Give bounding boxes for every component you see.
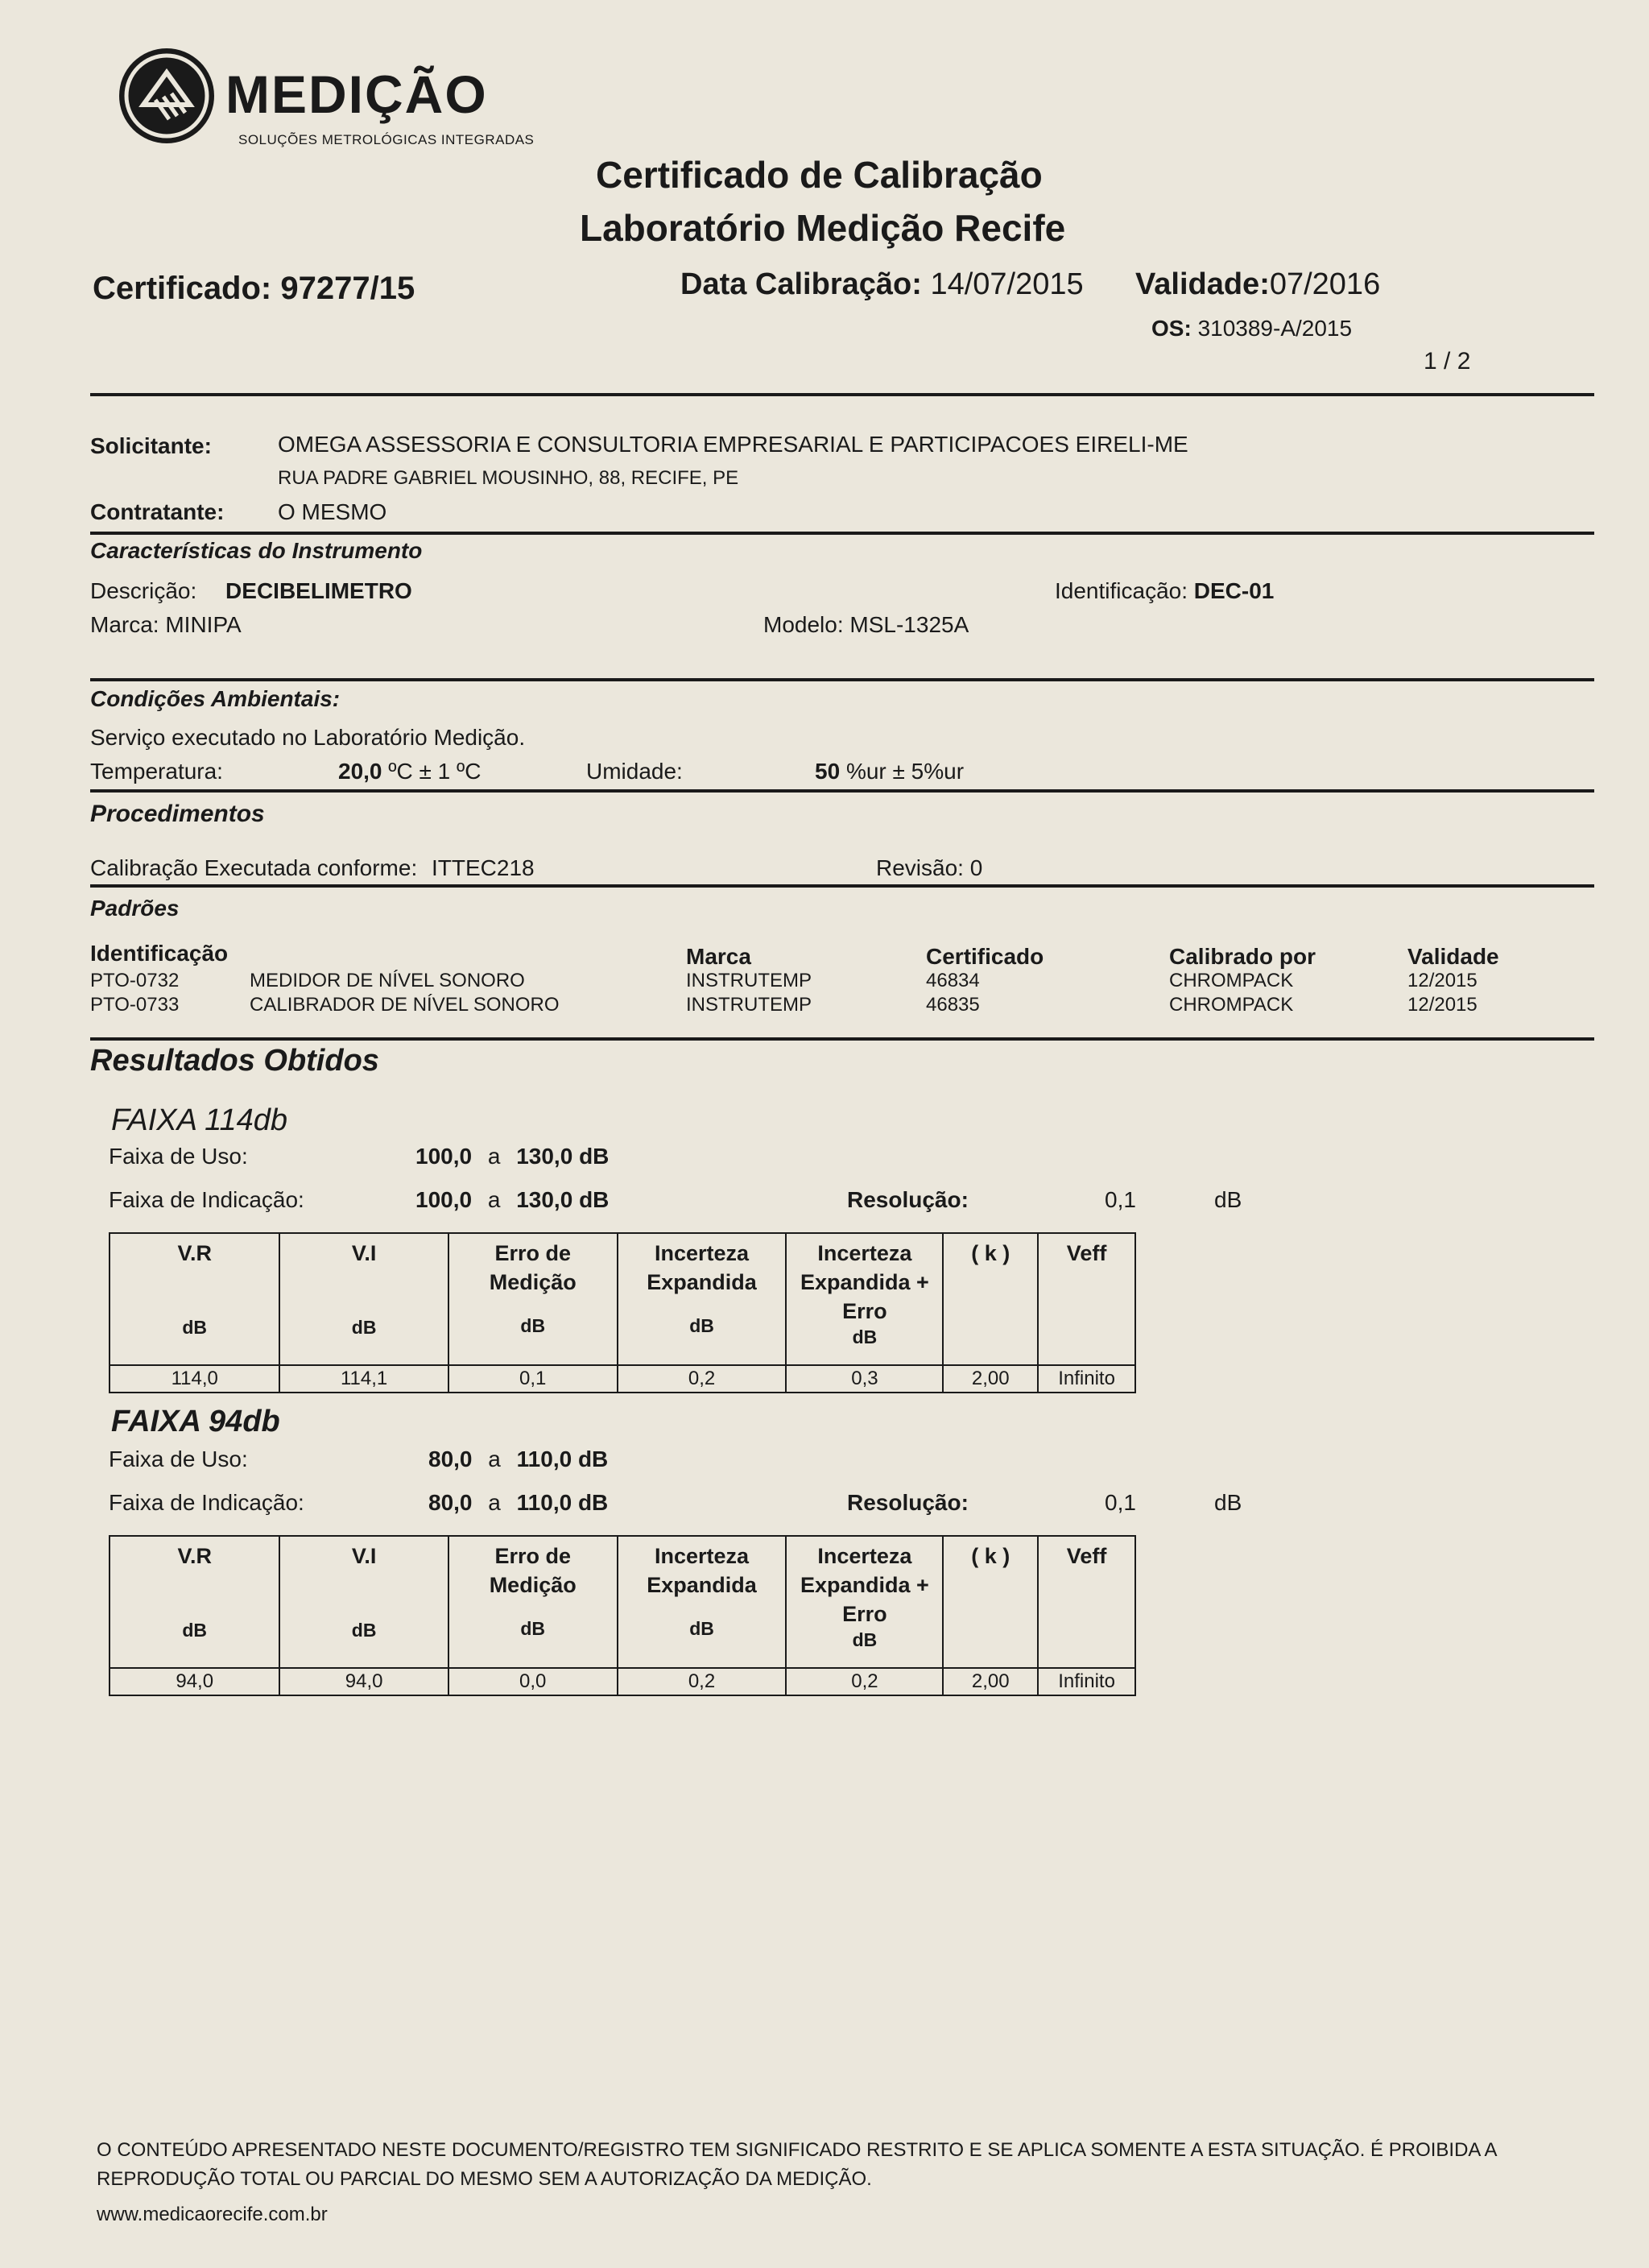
divider xyxy=(90,789,1594,793)
col-uncertainty: Incerteza Expandida dB xyxy=(618,1233,787,1365)
use-range-to: 130,0 dB xyxy=(516,1144,610,1169)
standards-header-identification: Identificação xyxy=(90,941,229,966)
certificate-label: Certificado: xyxy=(93,271,272,306)
standard-certificate: 46835 xyxy=(926,994,980,1016)
standards-header-validity: Validade xyxy=(1407,944,1499,969)
results-table xyxy=(109,1232,1136,1393)
page-number: 1 / 2 xyxy=(1424,348,1471,375)
logo-emblem-icon xyxy=(119,48,214,143)
cell-uncertainty-plus-error: 0,2 xyxy=(786,1668,943,1695)
range-separator: a xyxy=(488,1490,501,1515)
standards-section-title: Padrões xyxy=(90,896,180,921)
standards-header-calibrated-by: Calibrado por xyxy=(1169,944,1316,969)
use-range-label: Faixa de Uso: xyxy=(109,1144,248,1169)
disclaimer-line: O CONTEÚDO APRESENTADO NESTE DOCUMENTO/REGISTRO TEM SIGNIFICADO RESTRITO E SE APLICA SOMENTE A ESTA SITUAÇÃO. É PROIBIDA A xyxy=(97,2139,1498,2161)
use-range-label: Faixa de Uso: xyxy=(109,1446,248,1471)
standards-header-certificate: Certificado xyxy=(926,944,1044,969)
standard-validity: 12/2015 xyxy=(1407,994,1477,1016)
procedure-revision xyxy=(876,855,982,881)
environment-section-title: Condições Ambientais: xyxy=(90,686,341,711)
procedures-section-title: Procedimentos xyxy=(90,801,265,827)
resolution-label: Resolução: xyxy=(847,1490,969,1515)
disclaimer-line: REPRODUÇÃO TOTAL OU PARCIAL DO MESMO SEM A AUTORIZAÇÃO DA MEDIÇÃO. xyxy=(97,2168,872,2190)
cell-vr: 114,0 xyxy=(110,1365,279,1393)
standard-description: MEDIDOR DE NÍVEL SONORO xyxy=(250,970,525,991)
document-title: Certificado de Calibração xyxy=(596,154,1043,196)
col-uncertainty-plus-error: Incerteza Expandida + Erro dB xyxy=(786,1536,943,1668)
range-separator: a xyxy=(488,1446,501,1471)
cell-k: 2,00 xyxy=(943,1668,1038,1695)
standard-description: CALIBRADOR DE NÍVEL SONORO xyxy=(250,994,560,1016)
model-value: MSL-1325A xyxy=(849,612,969,637)
col-k: ( k ) xyxy=(943,1233,1038,1365)
os-label: OS: xyxy=(1151,316,1192,341)
results-table-header xyxy=(110,1233,1135,1365)
use-range-to: 110,0 dB xyxy=(516,1446,609,1471)
cell-uncertainty-plus-error: 0,3 xyxy=(786,1365,943,1393)
requester-label: Solicitante: xyxy=(90,433,212,458)
instrument-model xyxy=(763,612,969,638)
use-range-value xyxy=(415,1144,609,1169)
contractor-label: Contratante: xyxy=(90,499,225,524)
col-veff: Veff xyxy=(1038,1536,1135,1668)
os-value: 310389-A/2015 xyxy=(1197,316,1353,341)
divider xyxy=(90,678,1594,681)
standard-brand: INSTRUTEMP xyxy=(686,970,812,991)
divider xyxy=(90,1037,1594,1041)
range-separator: a xyxy=(487,1144,501,1169)
brand-value: MINIPA xyxy=(165,612,242,637)
procedure-executed-value: ITTEC218 xyxy=(432,855,535,880)
divider xyxy=(90,532,1594,535)
cell-vr: 94,0 xyxy=(110,1668,279,1695)
calibration-date-label: Data Calibração: xyxy=(680,267,922,301)
table-row xyxy=(110,1365,1135,1393)
resolution-value: 0,1 xyxy=(1105,1187,1136,1212)
table-row xyxy=(110,1668,1135,1695)
revision-label: Revisão: xyxy=(876,855,964,880)
instrument-identification xyxy=(1055,578,1274,604)
service-note: Serviço executado no Laboratório Medição. xyxy=(90,725,526,750)
results-table xyxy=(109,1535,1136,1696)
humidity-label: Umidade: xyxy=(586,759,683,784)
identification-label: Identificação: xyxy=(1055,578,1188,603)
temperature-label: Temperatura: xyxy=(90,759,223,784)
divider xyxy=(90,884,1594,888)
temperature-reading xyxy=(338,759,481,784)
resolution-label: Resolução: xyxy=(847,1187,969,1212)
instrument-brand xyxy=(90,612,242,638)
description-label: Descrição: xyxy=(90,578,197,603)
resolution-value: 0,1 xyxy=(1105,1490,1136,1515)
procedure-executed xyxy=(90,855,535,881)
validity-value: 07/2016 xyxy=(1269,267,1381,301)
standard-id: PTO-0733 xyxy=(90,994,180,1016)
indication-range-from: 80,0 xyxy=(428,1490,473,1515)
cell-error: 0,1 xyxy=(448,1365,618,1393)
indication-range-value xyxy=(428,1490,608,1516)
temperature-value: 20,0 xyxy=(338,759,382,784)
certificate-number xyxy=(93,271,415,307)
col-uncertainty-plus-error: Incerteza Expandida + Erro dB xyxy=(786,1233,943,1365)
col-error: Erro de Medição dB xyxy=(448,1233,618,1365)
indication-range-label: Faixa de Indicação: xyxy=(109,1490,304,1515)
range-separator: a xyxy=(487,1187,501,1212)
identification-value: DEC-01 xyxy=(1193,578,1275,603)
range-title: FAIXA 114db xyxy=(111,1103,287,1137)
certificate-value: 97277/15 xyxy=(280,271,415,306)
temperature-unit: ºC ± 1 ºC xyxy=(388,759,481,784)
cell-k: 2,00 xyxy=(943,1365,1038,1393)
calibration-date-value: 14/07/2015 xyxy=(930,267,1084,301)
humidity-unit: %ur ± 5%ur xyxy=(845,759,965,784)
indication-range-to: 130,0 dB xyxy=(516,1187,610,1212)
revision-value: 0 xyxy=(969,855,983,880)
standards-header-brand: Marca xyxy=(686,944,751,969)
col-vi: V.I dB xyxy=(279,1536,448,1668)
instrument-description xyxy=(90,578,412,604)
divider xyxy=(90,393,1594,396)
indication-range-from: 100,0 xyxy=(415,1187,473,1212)
indication-range-to: 110,0 dB xyxy=(516,1490,609,1515)
validity-label: Validade: xyxy=(1135,267,1270,301)
brand-label: Marca: xyxy=(90,612,159,637)
procedure-executed-label: Calibração Executada conforme: xyxy=(90,855,418,880)
standard-validity: 12/2015 xyxy=(1407,970,1477,991)
website-link[interactable]: www.medicaorecife.com.br xyxy=(97,2204,328,2225)
standard-certificate: 46834 xyxy=(926,970,980,991)
brand-name: MEDIÇÃO xyxy=(225,64,488,124)
company-logo xyxy=(119,48,214,143)
humidity-reading xyxy=(815,759,964,784)
results-section-title: Resultados Obtidos xyxy=(90,1044,379,1078)
standard-brand: INSTRUTEMP xyxy=(686,994,812,1016)
col-error: Erro de Medição dB xyxy=(448,1536,618,1668)
standard-calibrated-by: CHROMPACK xyxy=(1169,970,1294,991)
indication-range-value xyxy=(415,1187,609,1213)
range-title: FAIXA 94db xyxy=(111,1405,280,1438)
results-table-header xyxy=(110,1536,1135,1668)
lab-name: Laboratório Medição Recife xyxy=(580,207,1066,249)
cell-vi: 114,1 xyxy=(279,1365,448,1393)
use-range-value xyxy=(428,1446,608,1472)
col-uncertainty: Incerteza Expandida dB xyxy=(618,1536,787,1668)
standard-id: PTO-0732 xyxy=(90,970,180,991)
validity xyxy=(1135,267,1380,302)
cell-uncertainty: 0,2 xyxy=(618,1668,787,1695)
instrument-section-title: Características do Instrumento xyxy=(90,538,423,563)
contractor-name: O MESMO xyxy=(278,499,387,524)
cell-error: 0,0 xyxy=(448,1668,618,1695)
cell-vi: 94,0 xyxy=(279,1668,448,1695)
brand-tagline: SOLUÇÕES METROLÓGICAS INTEGRADAS xyxy=(238,132,535,147)
use-range-from: 100,0 xyxy=(415,1144,473,1169)
calibration-date xyxy=(680,267,1084,302)
resolution-unit: dB xyxy=(1214,1490,1242,1515)
cell-uncertainty: 0,2 xyxy=(618,1365,787,1393)
humidity-value: 50 xyxy=(815,759,841,784)
col-k: ( k ) xyxy=(943,1536,1038,1668)
footer-disclaimer xyxy=(97,2136,1562,2229)
col-vr: V.R dB xyxy=(110,1536,279,1668)
requester-name: OMEGA ASSESSORIA E CONSULTORIA EMPRESARIAL E PARTICIPACOES EIRELI-ME xyxy=(278,432,1188,457)
col-vi: V.I dB xyxy=(279,1233,448,1365)
standard-calibrated-by: CHROMPACK xyxy=(1169,994,1294,1016)
requester-address: RUA PADRE GABRIEL MOUSINHO, 88, RECIFE, PE xyxy=(278,467,739,489)
use-range-from: 80,0 xyxy=(428,1446,473,1471)
indication-range-label: Faixa de Indicação: xyxy=(109,1187,304,1212)
col-vr: V.R dB xyxy=(110,1233,279,1365)
resolution-unit: dB xyxy=(1214,1187,1242,1212)
model-label: Modelo: xyxy=(763,612,844,637)
col-veff: Veff xyxy=(1038,1233,1135,1365)
cell-veff: Infinito xyxy=(1038,1365,1135,1393)
description-value: DECIBELIMETRO xyxy=(225,578,412,603)
cell-veff: Infinito xyxy=(1038,1668,1135,1695)
os-number xyxy=(1151,316,1352,341)
